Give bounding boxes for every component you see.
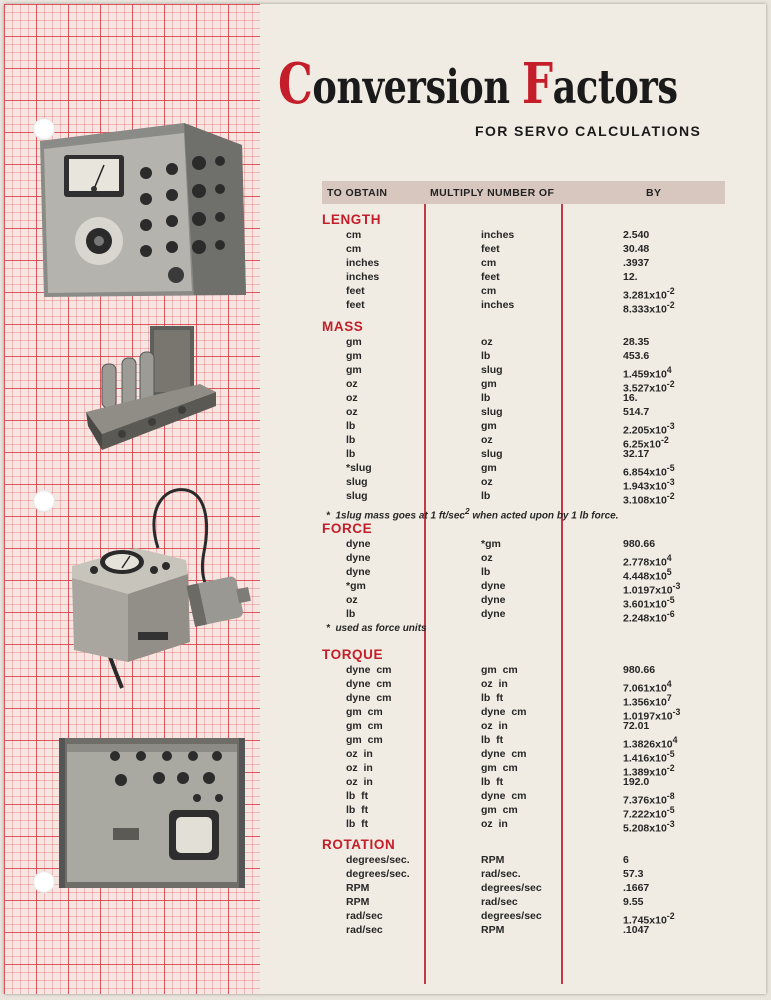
- multiply-number-of-cell: rad/sec: [481, 896, 518, 908]
- multiply-number-of-cell: degrees/sec: [481, 910, 542, 922]
- factor-cell: 6: [623, 854, 629, 866]
- factor-cell: $6.25x10^{-2}$: [623, 435, 669, 451]
- table-row: [322, 349, 752, 363]
- factor-cell: 192.0: [623, 776, 650, 788]
- factor-cell: $1.389x10^{-2}$: [623, 763, 675, 779]
- factor-cell: $1.416x10^{-5}$: [623, 749, 675, 765]
- to-obtain-cell: gm: [346, 336, 362, 348]
- multiply-number-of-cell: slug: [481, 448, 503, 460]
- to-obtain-cell: slug: [346, 490, 368, 502]
- table-row: [322, 775, 752, 789]
- multiply-number-of-cell: degrees/sec: [481, 882, 542, 894]
- factor-cell: 32.17: [623, 448, 650, 460]
- meter-panel-instrument-icon: [34, 119, 256, 299]
- to-obtain-cell: rad/sec: [346, 924, 383, 936]
- multiply-number-of-cell: lb: [481, 350, 491, 362]
- table-row: [322, 551, 752, 569]
- to-obtain-cell: oz: [346, 392, 358, 404]
- multiply-number-of-cell: dyne: [481, 608, 506, 620]
- factor-cell: 514.7: [623, 406, 650, 418]
- multiply-number-of-cell: lb: [481, 566, 491, 578]
- factor-cell: $4.448x10^5$: [623, 567, 672, 583]
- multiply-number-of-cell: gm: [481, 420, 497, 432]
- table-row: [322, 489, 752, 507]
- section-heading: FORCE: [322, 521, 373, 536]
- to-obtain-cell: RPM: [346, 896, 370, 908]
- multiply-number-of-cell: oz: [481, 434, 493, 446]
- multiply-number-of-cell: *gm: [481, 538, 501, 550]
- factor-cell: .1047: [623, 924, 650, 936]
- multiply-number-of-cell: RPM: [481, 854, 505, 866]
- multiply-number-of-cell: lb ft: [481, 692, 504, 704]
- table-row: [322, 270, 752, 284]
- table-row: [322, 593, 752, 611]
- factor-cell: $2.205x10^{-3}$: [623, 421, 675, 437]
- multiply-number-of-cell: gm cm: [481, 762, 518, 774]
- factor-cell: $8.333x10^{-2}$: [623, 300, 675, 316]
- multiply-number-of-cell: inches: [481, 299, 515, 311]
- multiply-number-of-cell: rad/sec.: [481, 868, 521, 880]
- table-row: [322, 256, 752, 270]
- factor-cell: 980.66: [623, 538, 656, 550]
- factor-cell: $3.281x10^{-2}$: [623, 286, 675, 302]
- meter-with-motor-icon: [66, 482, 254, 692]
- header-multiply-number-of: MULTIPLY NUMBER OF: [430, 187, 555, 199]
- table-row: [322, 747, 752, 765]
- to-obtain-cell: dyne: [346, 566, 371, 578]
- section-footnote: * used as force units: [326, 623, 427, 634]
- multiply-number-of-cell: oz in: [481, 818, 508, 830]
- factor-cell: $5.208x10^{-3}$: [623, 819, 675, 835]
- factor-cell: $2.778x10^4$: [623, 553, 672, 569]
- table-row: [322, 284, 752, 302]
- table-row: [322, 461, 752, 479]
- punch-hole-icon: [33, 871, 55, 893]
- table-row: [322, 433, 752, 451]
- to-obtain-cell: dyne cm: [346, 664, 392, 676]
- table-row: [322, 881, 752, 895]
- to-obtain-cell: gm: [346, 364, 362, 376]
- multiply-number-of-cell: gm: [481, 378, 497, 390]
- table-row: [322, 565, 752, 583]
- header-to-obtain: TO OBTAIN: [327, 187, 388, 199]
- multiply-number-of-cell: oz: [481, 552, 493, 564]
- factor-cell: $1.0197x10^{-3}$: [623, 707, 681, 723]
- factor-cell: 57.3: [623, 868, 644, 880]
- to-obtain-cell: *slug: [346, 462, 372, 474]
- table-row: [322, 447, 752, 461]
- table-row: [322, 363, 752, 381]
- table-row: [322, 867, 752, 881]
- factor-cell: 453.6: [623, 350, 650, 362]
- section-rotation: [322, 837, 752, 937]
- table-row: [322, 405, 752, 419]
- table-row: [322, 909, 752, 927]
- factor-cell: .1667: [623, 882, 650, 894]
- multiply-number-of-cell: gm: [481, 462, 497, 474]
- factor-cell: $6.854x10^{-5}$: [623, 463, 675, 479]
- to-obtain-cell: oz: [346, 594, 358, 606]
- section-heading: LENGTH: [322, 212, 382, 227]
- table-row: [322, 761, 752, 779]
- to-obtain-cell: cm: [346, 229, 362, 241]
- table-row: [322, 475, 752, 493]
- factor-cell: $1.943x10^{-3}$: [623, 477, 675, 493]
- multiply-number-of-cell: feet: [481, 243, 500, 255]
- factor-cell: $7.376x10^{-8}$: [623, 791, 675, 807]
- table-row: [322, 419, 752, 437]
- factor-cell: 30.48: [623, 243, 650, 255]
- section-force: [322, 521, 752, 637]
- factor-cell: 9.55: [623, 896, 644, 908]
- table-row: [322, 719, 752, 733]
- to-obtain-cell: feet: [346, 299, 365, 311]
- multiply-number-of-cell: oz: [481, 336, 493, 348]
- to-obtain-cell: cm: [346, 243, 362, 255]
- to-obtain-cell: dyne cm: [346, 692, 392, 704]
- factor-cell: $1.459x10^4$: [623, 365, 672, 381]
- table-row: [322, 391, 752, 405]
- multiply-number-of-cell: dyne: [481, 594, 506, 606]
- to-obtain-cell: degrees/sec.: [346, 868, 410, 880]
- punch-hole-icon: [33, 490, 55, 512]
- multiply-number-of-cell: inches: [481, 229, 515, 241]
- to-obtain-cell: oz in: [346, 748, 373, 760]
- factor-cell: 980.66: [623, 664, 656, 676]
- to-obtain-cell: rad/sec: [346, 910, 383, 922]
- section-heading: TORQUE: [322, 647, 384, 662]
- to-obtain-cell: oz: [346, 406, 358, 418]
- to-obtain-cell: slug: [346, 476, 368, 488]
- multiply-number-of-cell: RPM: [481, 924, 505, 936]
- factor-cell: $7.061x10^4$: [623, 679, 672, 695]
- to-obtain-cell: inches: [346, 271, 380, 283]
- multiply-number-of-cell: lb ft: [481, 776, 504, 788]
- multiply-number-of-cell: cm: [481, 285, 497, 297]
- factor-cell: $2.248x10^{-6}$: [623, 609, 675, 625]
- to-obtain-cell: oz in: [346, 776, 373, 788]
- to-obtain-cell: lb: [346, 434, 356, 446]
- section-length: [322, 212, 752, 316]
- to-obtain-cell: oz: [346, 378, 358, 390]
- table-row: [322, 733, 752, 751]
- section-mass: [322, 319, 752, 522]
- multiply-number-of-cell: oz in: [481, 678, 508, 690]
- table-row: [322, 923, 752, 937]
- to-obtain-cell: degrees/sec.: [346, 854, 410, 866]
- to-obtain-cell: feet: [346, 285, 365, 297]
- table-row: [322, 579, 752, 597]
- graph-paper-column: [4, 4, 260, 994]
- vacuum-tube-chassis-icon: [82, 322, 220, 464]
- to-obtain-cell: gm: [346, 350, 362, 362]
- section-footnote: * 1slug mass goes at 1 $ft/\sec^2$ when acted upon by 1 lb force.: [326, 506, 619, 522]
- to-obtain-cell: gm cm: [346, 706, 383, 718]
- table-row: [322, 242, 752, 256]
- multiply-number-of-cell: slug: [481, 364, 503, 376]
- multiply-number-of-cell: slug: [481, 406, 503, 418]
- multiply-number-of-cell: cm: [481, 257, 497, 269]
- to-obtain-cell: inches: [346, 257, 380, 269]
- multiply-number-of-cell: dyne cm: [481, 706, 527, 718]
- table-row: [322, 298, 752, 316]
- section-heading: MASS: [322, 319, 364, 334]
- table-row: [322, 895, 752, 909]
- factor-cell: $3.601x10^{-5}$: [623, 595, 675, 611]
- multiply-number-of-cell: dyne cm: [481, 790, 527, 802]
- factor-cell: $3.527x10^{-2}$: [623, 379, 675, 395]
- factor-cell: 12.: [623, 271, 638, 283]
- to-obtain-cell: lb: [346, 608, 356, 620]
- multiply-number-of-cell: lb ft: [481, 734, 504, 746]
- to-obtain-cell: lb: [346, 448, 356, 460]
- table-row: [322, 817, 752, 835]
- multiply-number-of-cell: dyne: [481, 580, 506, 592]
- factor-cell: 16.: [623, 392, 638, 404]
- to-obtain-cell: oz in: [346, 762, 373, 774]
- section-torque: [322, 647, 752, 835]
- factor-cell: $3.108x10^{-2}$: [623, 491, 675, 507]
- to-obtain-cell: lb ft: [346, 804, 369, 816]
- page-title: Conversion Factors: [278, 51, 678, 117]
- to-obtain-cell: *gm: [346, 580, 366, 592]
- multiply-number-of-cell: lb: [481, 392, 491, 404]
- to-obtain-cell: lb ft: [346, 790, 369, 802]
- factor-cell: 28.35: [623, 336, 650, 348]
- factor-cell: 72.01: [623, 720, 650, 732]
- to-obtain-cell: gm cm: [346, 720, 383, 732]
- factor-cell: $7.222x10^{-5}$: [623, 805, 675, 821]
- multiply-number-of-cell: lb: [481, 490, 491, 502]
- factor-cell: $1.356x10^7$: [623, 693, 672, 709]
- to-obtain-cell: dyne cm: [346, 678, 392, 690]
- table-row: [322, 789, 752, 807]
- table-row: [322, 537, 752, 551]
- multiply-number-of-cell: dyne cm: [481, 748, 527, 760]
- multiply-number-of-cell: gm cm: [481, 664, 518, 676]
- table-row: [322, 691, 752, 709]
- factor-cell: $1.745x10^{-2}$: [623, 911, 675, 927]
- multiply-number-of-cell: feet: [481, 271, 500, 283]
- table-row: [322, 803, 752, 821]
- table-row: [322, 335, 752, 349]
- multiply-number-of-cell: oz in: [481, 720, 508, 732]
- factor-cell: $1.3826x10^4$: [623, 735, 678, 751]
- table-row: [322, 677, 752, 695]
- header-by: BY: [646, 187, 662, 199]
- to-obtain-cell: RPM: [346, 882, 370, 894]
- table-row: [322, 705, 752, 723]
- table-row: [322, 607, 752, 625]
- factor-cell: .3937: [623, 257, 650, 269]
- to-obtain-cell: lb ft: [346, 818, 369, 830]
- document-page: [4, 4, 766, 994]
- to-obtain-cell: dyne: [346, 538, 371, 550]
- multiply-number-of-cell: oz: [481, 476, 493, 488]
- table-row: [322, 853, 752, 867]
- table-row: [322, 228, 752, 242]
- rack-oscilloscope-icon: [57, 732, 247, 892]
- to-obtain-cell: dyne: [346, 552, 371, 564]
- multiply-number-of-cell: gm cm: [481, 804, 518, 816]
- to-obtain-cell: lb: [346, 420, 356, 432]
- to-obtain-cell: gm cm: [346, 734, 383, 746]
- table-row: [322, 377, 752, 395]
- factor-cell: $1.0197x10^{-3}$: [623, 581, 681, 597]
- factor-cell: 2.540: [623, 229, 650, 241]
- section-heading: ROTATION: [322, 837, 396, 852]
- table-row: [322, 663, 752, 677]
- page-subtitle: FOR SERVO CALCULATIONS: [475, 123, 702, 139]
